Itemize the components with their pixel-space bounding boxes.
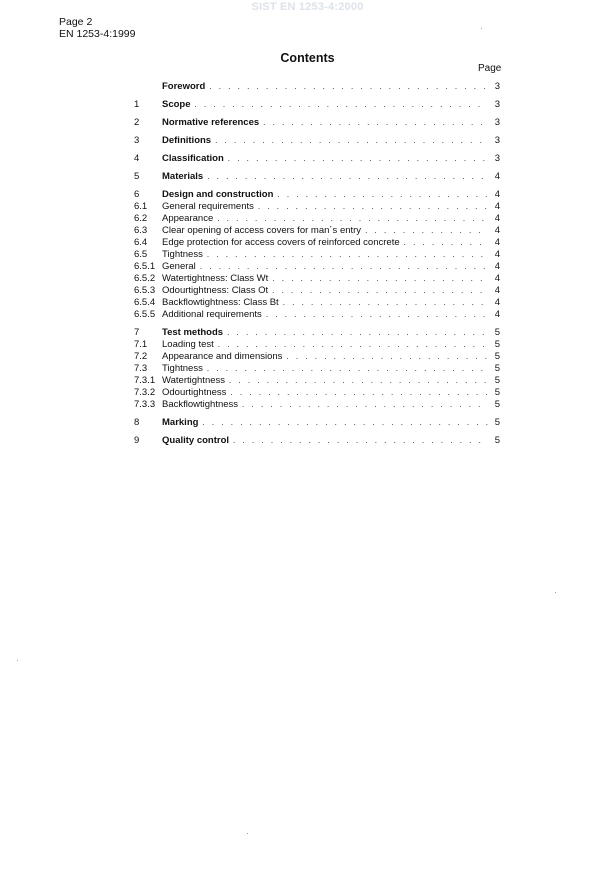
scan-speck: [247, 833, 248, 834]
dot-leader: [217, 214, 488, 223]
toc-entry-title: Backflowtightness: Class Bt: [162, 297, 279, 308]
dot-leader: [404, 238, 488, 247]
toc-entry: [134, 261, 500, 273]
toc-entry-number: 7.1: [134, 339, 148, 350]
toc-entry-page: 4: [494, 225, 500, 236]
dot-leader: [283, 298, 488, 307]
toc-entry-title: Watertightness: [162, 375, 226, 386]
document-id: EN 1253-4:1999: [59, 28, 136, 40]
dot-leader: [207, 172, 488, 181]
dot-leader: [202, 418, 488, 427]
toc-entry-title: Additional requirements: [162, 309, 262, 320]
scan-speck: [481, 28, 482, 29]
toc-entry-title: Watertightness: Class Wt: [162, 273, 269, 284]
toc-entry-title: General requirements: [162, 201, 254, 212]
dot-leader: [229, 376, 488, 385]
toc-entry-number: 6: [134, 189, 140, 200]
toc-entry-page: 4: [494, 189, 500, 200]
toc-entry: [134, 351, 500, 363]
toc-entry-number: 6.1: [134, 201, 148, 212]
toc-entry-page: 4: [494, 309, 500, 320]
dot-leader: [200, 262, 488, 271]
toc-entry: [134, 171, 500, 183]
toc-entry: [134, 309, 500, 321]
toc-entry-number: 1: [134, 99, 140, 110]
toc-entry: [134, 339, 500, 351]
toc-entry-number: 7.3: [134, 363, 148, 374]
toc-entry: [134, 327, 500, 339]
toc-entry-page: 5: [494, 327, 500, 338]
dot-leader: [207, 250, 488, 259]
toc-entry-number: 7.2: [134, 351, 148, 362]
toc-entry: [134, 387, 500, 399]
toc-entry-page: 4: [494, 261, 500, 272]
toc-entry-title: Loading test: [162, 339, 214, 350]
toc-entry: [134, 417, 500, 429]
dot-leader: [272, 286, 488, 295]
toc-entry: [134, 285, 500, 297]
toc-entry-page: 5: [494, 399, 500, 410]
toc-entry: [134, 213, 500, 225]
dot-leader: [218, 340, 488, 349]
toc-entry-page: 3: [494, 117, 500, 128]
toc-entry-number: 7.3.1: [134, 375, 156, 386]
toc-entry-title: Scope: [162, 99, 191, 110]
dot-leader: [215, 136, 488, 145]
toc-entry-title: Appearance and dimensions: [162, 351, 283, 362]
dot-leader: [228, 154, 488, 163]
toc-entry-number: 2: [134, 117, 140, 128]
toc-entry-number: 9: [134, 435, 140, 446]
toc-entry-page: 4: [494, 249, 500, 260]
toc-entry-page: 5: [494, 339, 500, 350]
toc-entry-number: 7.3.3: [134, 399, 156, 410]
dot-leader: [263, 118, 488, 127]
dot-leader: [230, 388, 488, 397]
toc-entry-number: 7.3.2: [134, 387, 156, 398]
dot-leader: [277, 190, 488, 199]
toc-entry-title: Tightness: [162, 249, 203, 260]
toc-entry: [134, 435, 500, 447]
toc-entry: [134, 249, 500, 261]
toc-entry: [134, 225, 500, 237]
toc-entry-title: Materials: [162, 171, 204, 182]
toc-entry: [134, 117, 500, 129]
toc-entry-number: 8: [134, 417, 140, 428]
toc-entry: [134, 189, 500, 201]
toc-entry-number: 6.5.5: [134, 309, 156, 320]
watermark: SIST EN 1253-4:2000: [251, 1, 364, 13]
toc-entry-title: Classification: [162, 153, 224, 164]
toc-entry-page: 4: [494, 171, 500, 182]
toc-entry-title: Appearance: [162, 213, 214, 224]
toc-entry-title: Normative references: [162, 117, 260, 128]
toc-entry-number: 6.5.2: [134, 273, 156, 284]
toc-entry-number: 5: [134, 171, 140, 182]
toc-entry-number: 4: [134, 153, 140, 164]
scan-speck: [17, 660, 18, 661]
toc-entry-title: Definitions: [162, 135, 212, 146]
toc-entry-number: 6.5.3: [134, 285, 156, 296]
toc-entry-page: 5: [494, 387, 500, 398]
toc-entry-page: 3: [494, 99, 500, 110]
toc-entry-page: 4: [494, 237, 500, 248]
toc-entry-number: 6.3: [134, 225, 148, 236]
toc-entry-page: 4: [494, 213, 500, 224]
dot-leader: [272, 274, 488, 283]
toc-entry-title: Quality control: [162, 435, 230, 446]
toc-entry-number: 6.5: [134, 249, 148, 260]
toc-entry-number: 6.2: [134, 213, 148, 224]
toc-entry-page: 5: [494, 351, 500, 362]
toc-entry-number: 3: [134, 135, 140, 146]
toc-entry-title: Test methods: [162, 327, 224, 338]
toc-entry-number: 7: [134, 327, 140, 338]
toc-entry-title: General: [162, 261, 196, 272]
page-header: [59, 16, 135, 40]
toc-entry-page: 5: [494, 435, 500, 446]
dot-leader: [365, 226, 488, 235]
toc-entry-title: Edge protection for access covers of reinforced concrete: [162, 237, 400, 248]
toc-entry: [134, 363, 500, 375]
toc-entry: [134, 399, 500, 411]
toc-entry-page: 4: [494, 285, 500, 296]
contents-title: Contents: [280, 51, 335, 65]
toc-entry-number: 6.4: [134, 237, 148, 248]
dot-leader: [266, 310, 488, 319]
page-number: Page 2: [59, 16, 93, 28]
toc-entry-number: 6.5.4: [134, 297, 156, 308]
table-of-contents: [134, 81, 500, 447]
page-column-label: Page: [478, 63, 502, 74]
toc-entry-number: 6.5.1: [134, 261, 156, 272]
toc-entry-title: Odourtightness: Class Ot: [162, 285, 269, 296]
scan-speck: [555, 592, 556, 593]
toc-entry-page: 5: [494, 417, 500, 428]
toc-entry: [134, 375, 500, 387]
toc-entry-page: 5: [494, 363, 500, 374]
dot-leader: [233, 436, 488, 445]
toc-entry: [134, 81, 500, 93]
toc-entry: [134, 297, 500, 309]
toc-entry-page: 3: [494, 135, 500, 146]
toc-entry-page: 3: [494, 153, 500, 164]
toc-entry: [134, 135, 500, 147]
toc-entry-title: Design and construction: [162, 189, 274, 200]
toc-entry-title: Marking: [162, 417, 199, 428]
toc-entry-page: 4: [494, 201, 500, 212]
toc-entry-title: Tightness: [162, 363, 203, 374]
dot-leader: [286, 352, 488, 361]
toc-entry: [134, 99, 500, 111]
toc-entry-title: Backflowtightness: [162, 399, 239, 410]
toc-entry: [134, 201, 500, 213]
toc-entry: [134, 153, 500, 165]
dot-leader: [227, 328, 488, 337]
toc-entry-title: Clear opening of access covers for man´s entry: [162, 225, 362, 236]
dot-leader: [258, 202, 488, 211]
toc-entry: [134, 273, 500, 285]
toc-entry-page: 3: [494, 81, 500, 92]
toc-entry-page: 4: [494, 297, 500, 308]
dot-leader: [195, 100, 488, 109]
dot-leader: [209, 82, 488, 91]
toc-entry: [134, 237, 500, 249]
toc-entry-title: Odourtightness: [162, 387, 227, 398]
dot-leader: [242, 400, 488, 409]
toc-entry-page: 4: [494, 273, 500, 284]
toc-entry-title: Foreword: [162, 81, 206, 92]
dot-leader: [207, 364, 488, 373]
toc-entry-page: 5: [494, 375, 500, 386]
